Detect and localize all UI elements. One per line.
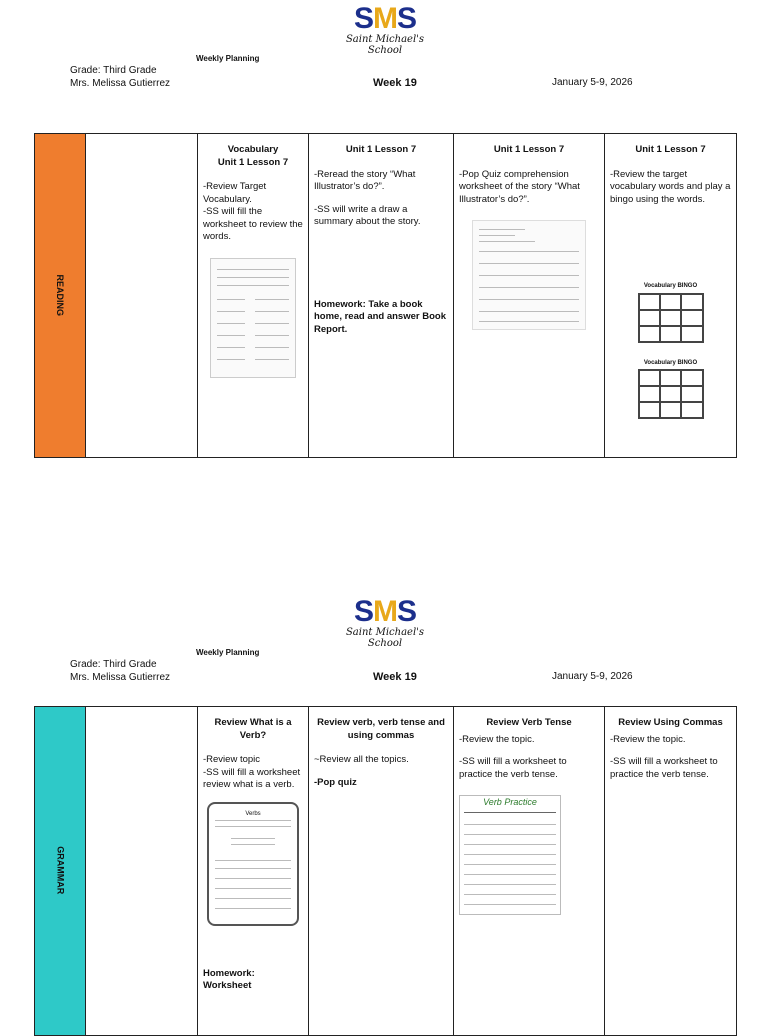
verbs-thumb-title: Verbs (245, 810, 261, 817)
grade-label: Grade: Third Grade (70, 65, 157, 76)
bingo-title: Vocabulary BINGO (643, 359, 698, 366)
logo-mark: SMS (353, 595, 417, 628)
grade-label: Grade: Third Grade (70, 659, 157, 670)
day-cell (454, 707, 605, 1036)
day-text: -Review the topic. (459, 733, 535, 745)
blank-cell (86, 707, 198, 1036)
bingo-card (638, 280, 704, 343)
day-text: -SS will write a draw a summary about the story. (314, 203, 421, 227)
teacher-label: Mrs. Melissa Gutierrez (70, 672, 171, 683)
school-logo (330, 597, 440, 649)
day-text: -Reread the story “What Illustrator’s do?”. (314, 168, 416, 192)
day-text: -Review the topic. (610, 733, 686, 745)
subject-reading (35, 134, 86, 458)
grammar-plan-table (34, 706, 737, 1036)
homework-text: Homework: Take a book home, read and answer Book Report. (314, 298, 446, 335)
weekly-planning-label: Weekly Planning (196, 648, 260, 657)
verb-practice-title: Verb Practice (483, 797, 537, 807)
day-cell (309, 134, 454, 458)
bingo-card (638, 357, 704, 420)
subject-grammar (35, 707, 86, 1036)
bingo-title: Vocabulary BINGO (643, 283, 698, 289)
day-cell (309, 707, 454, 1036)
subject-label: READING (55, 274, 66, 316)
date-label: January 5-9, 2026 (552, 77, 633, 88)
school-name: Saint Michael's School (345, 34, 425, 56)
teacher-label: Mrs. Melissa Gutierrez (70, 78, 171, 89)
day-text: -Review topic -SS will fill a worksheet review what is a verb. (203, 754, 301, 790)
blank-cell (86, 134, 198, 458)
worksheet-thumbnail (472, 220, 586, 330)
homework-text: Homework: Worksheet (203, 967, 255, 991)
day-cell (605, 134, 737, 458)
day-text: -Pop Quiz comprehension worksheet of the story “What Illustrator’s do?”. (459, 168, 580, 205)
day-title: Unit 1 Lesson 7 (345, 144, 417, 155)
school-name: Saint Michael's School (345, 627, 425, 649)
day-text: -Review Target Vocabulary. -SS will fill the worksheet to review the words. (203, 181, 303, 242)
logo-mark: SMS (353, 2, 417, 35)
day-title: Review Verb Tense (486, 717, 572, 728)
day-title: Vocabulary Unit 1 Lesson 7 (217, 144, 289, 168)
reading-plan-table (34, 133, 737, 458)
day-title: Review Using Commas (618, 717, 723, 728)
worksheet-thumbnail (210, 258, 296, 378)
day-cell (454, 134, 605, 458)
day-text: ~Review all the topics. (314, 754, 409, 765)
day-cell (198, 707, 309, 1036)
verb-practice-thumbnail (459, 795, 561, 915)
date-label: January 5-9, 2026 (552, 671, 633, 682)
day-title: Review verb, verb tense and using commas (317, 717, 445, 741)
day-title: Unit 1 Lesson 7 (635, 144, 706, 155)
day-title: Review What is a Verb? (214, 717, 292, 741)
day-text: -Review the target vocabulary words and play a bingo using the words. (610, 168, 731, 205)
weekly-planning-label: Weekly Planning (196, 54, 260, 63)
verbs-worksheet-thumbnail (207, 802, 299, 926)
day-title: Unit 1 Lesson 7 (493, 144, 565, 155)
subject-label: GRAMMAR (55, 846, 66, 895)
day-text: -SS will fill a worksheet to practice the verb tense. (610, 756, 718, 780)
day-text: -SS will fill a worksheet to practice the verb tense. (459, 756, 567, 780)
day-cell (198, 134, 309, 458)
week-label: Week 19 (373, 671, 417, 683)
week-label: Week 19 (373, 77, 417, 89)
school-logo (330, 4, 440, 56)
day-text: -Pop quiz (314, 776, 357, 788)
day-cell (605, 707, 737, 1036)
